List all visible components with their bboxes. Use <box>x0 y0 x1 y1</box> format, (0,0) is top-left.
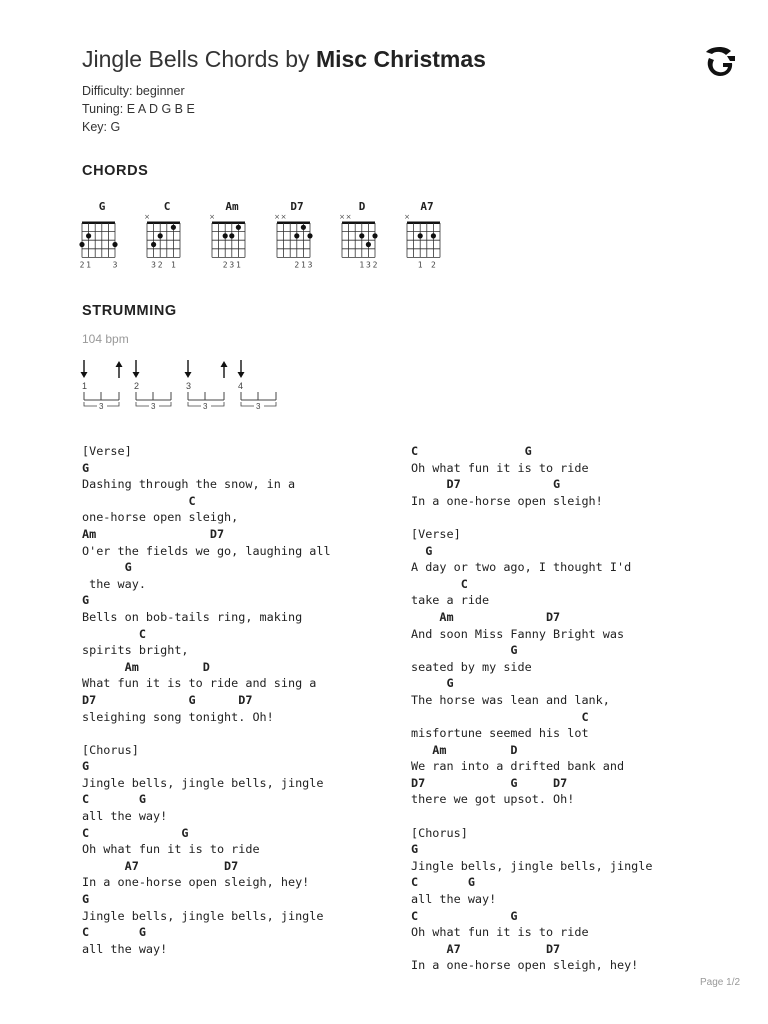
lyric-line: misfortune seemed his lot <box>411 726 589 741</box>
lyric-line: seated by my side <box>411 659 532 674</box>
lyric-line: [Chorus] <box>411 825 468 840</box>
chord-line: G <box>411 676 454 691</box>
chord-diagram <box>405 195 455 275</box>
finger-number: 1 <box>86 260 92 270</box>
finger-dot <box>431 233 436 238</box>
lyrics-column-right <box>411 443 751 974</box>
chord-name: Am <box>225 200 239 213</box>
chord-line: C <box>411 709 589 724</box>
chord-fretboard <box>145 195 193 275</box>
finger-dot <box>223 233 228 238</box>
lyric-line: the way. <box>82 576 146 591</box>
chords-heading: CHORDS <box>82 163 149 179</box>
chord-line: D7 G D7 <box>411 775 568 790</box>
chord-line: C G <box>82 925 146 940</box>
chord-fretboard <box>405 195 453 275</box>
chord-line: Am D <box>411 742 518 757</box>
lyric-line: all the way! <box>82 809 168 824</box>
lyric-line: [Verse] <box>82 444 132 458</box>
muted-string-mark: × <box>144 213 150 221</box>
artist-name: Misc Christmas <box>315 46 486 72</box>
finger-number: 2 <box>294 260 300 270</box>
finger-dot <box>86 233 91 238</box>
chord-fretboard <box>275 195 323 275</box>
lyric-line: A day or two ago, I thought I'd <box>411 560 632 575</box>
lyrics-column-left <box>82 443 422 957</box>
beat-bars <box>84 392 276 400</box>
muted-string-mark: × <box>274 213 280 221</box>
lyric-line: What fun it is to ride and sing a <box>82 676 317 691</box>
guitar-tabs-logo-icon <box>703 44 737 80</box>
triplet-label: 3 <box>203 402 208 411</box>
lyric-line: sleighing song tonight. Oh! <box>82 709 274 724</box>
lyric-line: Oh what fun it is to ride <box>411 460 589 475</box>
chord-line: C <box>82 626 146 641</box>
strumming-pattern <box>78 356 308 418</box>
finger-dot <box>151 242 156 247</box>
finger-number: 3 <box>112 260 118 270</box>
chord-fretboard <box>340 195 388 275</box>
chord-nut <box>82 222 115 225</box>
chord-line: C <box>411 576 468 591</box>
finger-dot <box>372 233 377 238</box>
strum-arrow-up <box>116 361 123 378</box>
chord-line: C <box>82 493 196 508</box>
finger-number: 2 <box>79 260 85 270</box>
muted-string-mark: × <box>345 213 352 221</box>
finger-dot <box>359 233 364 238</box>
triplet-brackets <box>84 402 276 406</box>
chord-line: Am D7 <box>411 609 561 624</box>
lyric-line: take a ride <box>411 593 490 608</box>
finger-number: 1 <box>235 260 241 270</box>
lyric-line: O'er the fields we go, laughing all <box>82 543 331 558</box>
lyric-line: Dashing through the snow, in a <box>82 477 296 492</box>
chord-line: G <box>82 892 90 907</box>
chord-nut <box>212 222 245 225</box>
finger-dot <box>294 233 299 238</box>
chord-nut <box>407 222 440 225</box>
song-title <box>82 46 486 73</box>
chord-fretboard <box>80 195 128 275</box>
chord-diagram <box>145 195 195 275</box>
muted-string-mark: × <box>209 213 215 221</box>
chord-name: D <box>358 200 366 213</box>
lyric-line: In a one-horse open sleigh! <box>411 493 603 508</box>
tempo-label: 104 bpm <box>82 332 129 346</box>
triplet-label: 3 <box>256 402 261 411</box>
strum-arrow-down <box>238 360 245 378</box>
lyric-line <box>411 808 751 825</box>
finger-dot <box>79 242 84 247</box>
chord-line: C G <box>82 792 146 807</box>
strum-arrow-up <box>221 361 228 378</box>
key-label: Key: G <box>82 120 121 134</box>
lyric-line <box>82 725 422 742</box>
triplet-label: 3 <box>151 402 156 411</box>
lyric-line: The horse was lean and lank, <box>411 692 610 707</box>
strum-arrow-down <box>185 360 192 378</box>
triplet-label: 3 <box>99 402 104 411</box>
chord-name: D7 <box>290 200 304 213</box>
finger-number: 1 <box>170 260 176 270</box>
finger-number: 3 <box>229 260 235 270</box>
lyric-line: [Verse] <box>411 526 461 541</box>
finger-number: 3 <box>365 260 371 270</box>
finger-dot <box>171 225 176 230</box>
chord-line: D7 G D7 <box>82 692 253 707</box>
chord-diagram <box>80 195 130 275</box>
page-number: Page 1/2 <box>700 977 741 988</box>
finger-dot <box>301 225 306 230</box>
strumming-heading: STRUMMING <box>82 303 177 319</box>
lyric-line: Bells on bob-tails ring, making <box>82 609 303 624</box>
chord-fretboard <box>210 195 258 275</box>
finger-number: 1 <box>359 260 365 270</box>
chord-name: C <box>163 200 171 213</box>
lyric-line: Oh what fun it is to ride <box>411 925 589 940</box>
beat-number: 4 <box>238 381 244 391</box>
chord-nut <box>342 222 375 225</box>
beat-number: 2 <box>134 381 140 391</box>
chord-line: G <box>82 460 90 475</box>
beat-number: 3 <box>186 381 192 391</box>
chord-line: G <box>411 643 518 658</box>
finger-dot <box>229 233 234 238</box>
strum-arrow-down <box>81 360 88 378</box>
muted-string-mark: × <box>404 213 410 221</box>
finger-number: 1 <box>417 260 423 270</box>
chord-line: G <box>82 593 90 608</box>
chord-name: A7 <box>420 200 434 213</box>
lyric-line: Jingle bells, jingle bells, jingle <box>411 858 653 873</box>
finger-dot <box>112 242 117 247</box>
chord-line: C G <box>411 875 475 890</box>
lyric-line: Jingle bells, jingle bells, jingle <box>82 775 324 790</box>
chord-line: G <box>411 842 419 857</box>
finger-dot <box>236 225 241 230</box>
finger-number: 3 <box>151 260 157 270</box>
chord-line: Am D7 <box>82 526 225 541</box>
chord-nut <box>277 222 310 225</box>
chord-name: G <box>98 200 106 213</box>
difficulty-label: Difficulty: beginner <box>82 84 185 98</box>
chord-line: D7 G <box>411 477 561 492</box>
finger-dot <box>158 233 163 238</box>
finger-number: 2 <box>157 260 163 270</box>
lyric-line: all the way! <box>411 892 497 907</box>
tuning-label: Tuning: E A D G B E <box>82 102 195 116</box>
lyric-line: Jingle bells, jingle bells, jingle <box>82 908 324 923</box>
lyric-line: spirits bright, <box>82 643 189 658</box>
chord-line: C G <box>411 444 532 458</box>
chord-line: G <box>411 543 433 558</box>
finger-dot <box>418 233 423 238</box>
chord-nut <box>147 222 180 225</box>
chord-diagram <box>340 195 390 275</box>
chord-line: A7 D7 <box>82 858 239 873</box>
finger-dot <box>366 242 371 247</box>
finger-number: 3 <box>307 260 313 270</box>
muted-string-mark: × <box>280 213 287 221</box>
lyric-line <box>411 509 751 526</box>
finger-number: 2 <box>372 260 378 270</box>
lyric-line: In a one-horse open sleigh, hey! <box>82 875 310 890</box>
finger-number: 1 <box>300 260 306 270</box>
chord-diagram <box>275 195 325 275</box>
lyric-line: We ran into a drifted bank and <box>411 759 625 774</box>
finger-number: 2 <box>222 260 228 270</box>
chord-line: C G <box>82 825 189 840</box>
chord-line: C G <box>411 908 518 923</box>
lyric-line: And soon Miss Fanny Bright was <box>411 626 625 641</box>
finger-number: 2 <box>430 260 436 270</box>
muted-string-mark: × <box>339 213 345 221</box>
lyric-line: Oh what fun it is to ride <box>82 842 260 857</box>
lyric-line: there we got upsot. Oh! <box>411 792 575 807</box>
beat-number: 1 <box>82 381 88 391</box>
song-title-text: Jingle Bells Chords by <box>82 46 316 72</box>
strum-arrow-down <box>133 360 140 378</box>
chord-line: A7 D7 <box>411 941 561 956</box>
chord-diagram <box>210 195 260 275</box>
lyric-line: [Chorus] <box>82 742 139 757</box>
lyric-line: In a one-horse open sleigh, hey! <box>411 958 639 973</box>
chord-line: Am D <box>82 659 210 674</box>
chord-line: G <box>82 560 132 575</box>
finger-dot <box>307 233 312 238</box>
chord-line: G <box>82 759 90 774</box>
chord-diagrams <box>0 195 768 280</box>
lyric-line: one-horse open sleigh, <box>82 510 239 525</box>
lyric-line: all the way! <box>82 941 168 956</box>
